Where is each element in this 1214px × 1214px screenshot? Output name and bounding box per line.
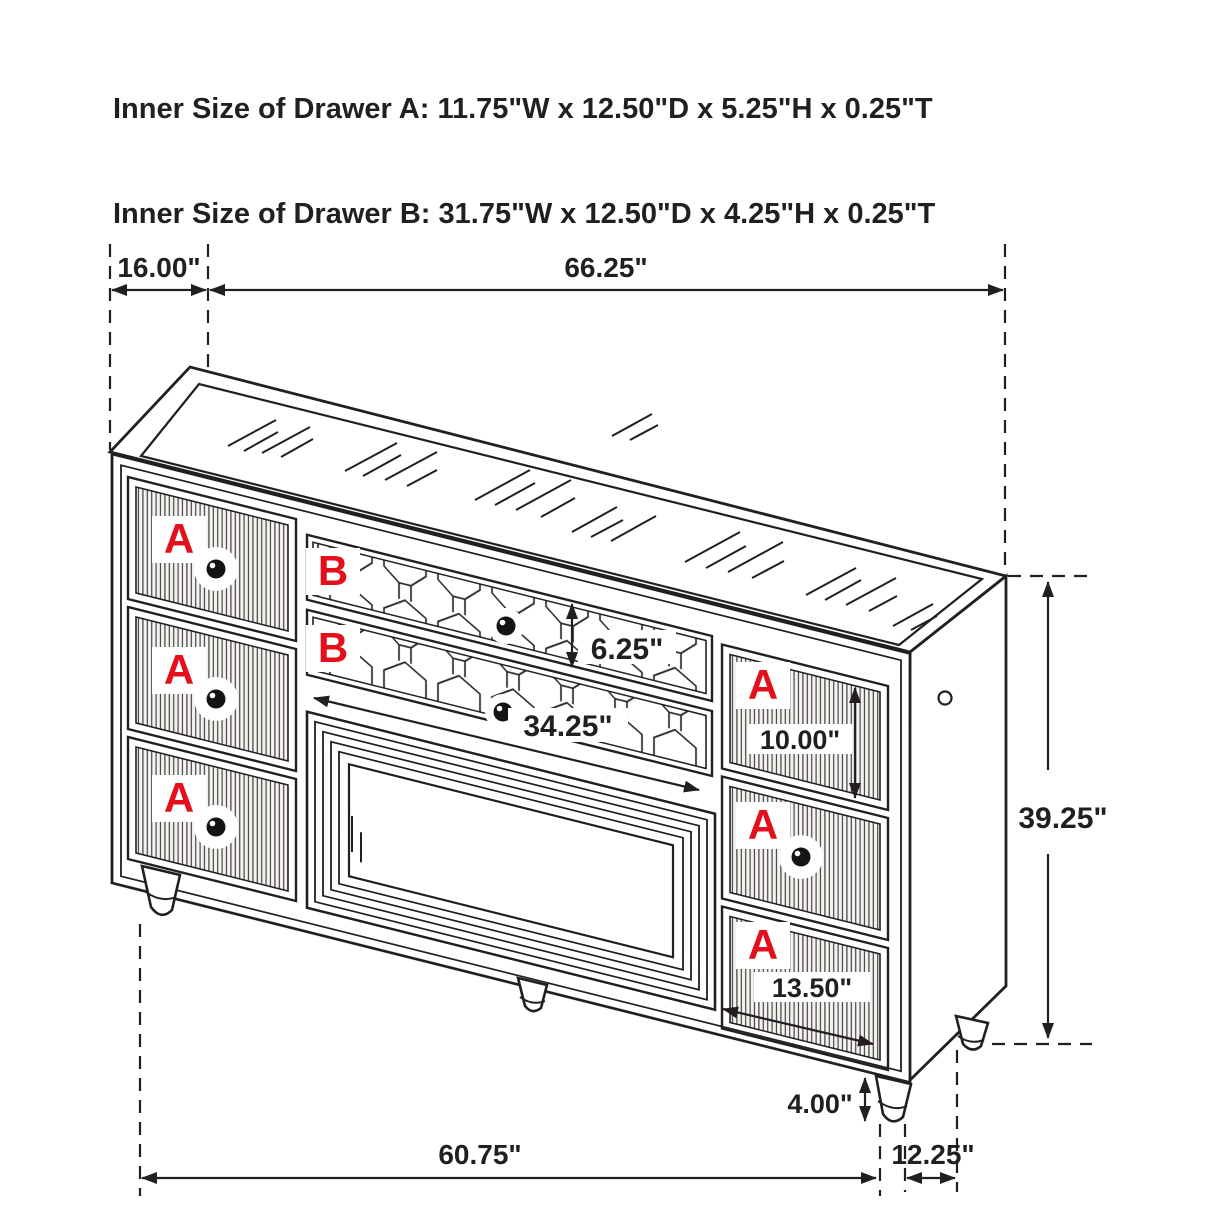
drawer-a-label: A (163, 515, 195, 562)
drawer-a-label: A (747, 801, 779, 848)
knob-icon (488, 608, 524, 644)
dim-front-width-label: 60.75" (438, 1139, 522, 1170)
knob-icon (194, 547, 238, 591)
knob-icon (194, 677, 238, 721)
dim-right-drawer-height-label: 10.00" (759, 725, 841, 755)
knob-icon (779, 835, 823, 879)
cabinet-right-side-panel (908, 576, 1006, 1082)
dim-top-depth (112, 252, 206, 290)
dim-leg-height-label: 4.00" (787, 1089, 853, 1119)
leg-body (956, 1016, 988, 1050)
drawer-a-label: A (747, 921, 779, 968)
drawer-a-label: A (747, 661, 779, 708)
drawer-b-label: B (317, 547, 349, 594)
drawer-b-inner-size-line: Inner Size of Drawer B: 31.75"W x 12.50"D x 4.25"H x 0.25"T (113, 198, 936, 230)
dim-leg-height (787, 1078, 865, 1121)
leg-body (518, 978, 547, 1011)
dim-overall-height (1018, 582, 1107, 1038)
dim-top-width-label: 66.25" (564, 252, 648, 283)
center-leg (518, 978, 547, 1011)
front-right-leg (876, 1076, 911, 1121)
leg-body (876, 1076, 911, 1121)
knob-icon (194, 805, 238, 849)
dim-drawer-b-width-label: 34.25" (523, 710, 613, 743)
dim-overall-height-label: 39.25" (1018, 802, 1108, 835)
back-right-leg (956, 1016, 988, 1050)
drawer-a-inner-size-line: Inner Size of Drawer A: 11.75"W x 12.50"D x 5.25"H x 0.25"T (113, 93, 933, 125)
dim-side-depth-label: 12.25" (891, 1139, 975, 1170)
drawer-a-label: A (163, 646, 195, 693)
leg-body (142, 866, 180, 915)
dim-top-width (210, 252, 1003, 290)
dim-right-drawer-width-label: 13.50" (771, 973, 853, 1003)
drawer-a-label: A (163, 774, 195, 821)
dim-drawer-b-height-label: 6.25" (590, 633, 664, 666)
drawer-b-label: B (317, 624, 349, 671)
front-left-leg (142, 866, 180, 915)
dim-side-depth (891, 1139, 974, 1178)
dim-top-depth-label: 16.00" (117, 252, 201, 283)
dim-front-width (142, 1139, 876, 1178)
